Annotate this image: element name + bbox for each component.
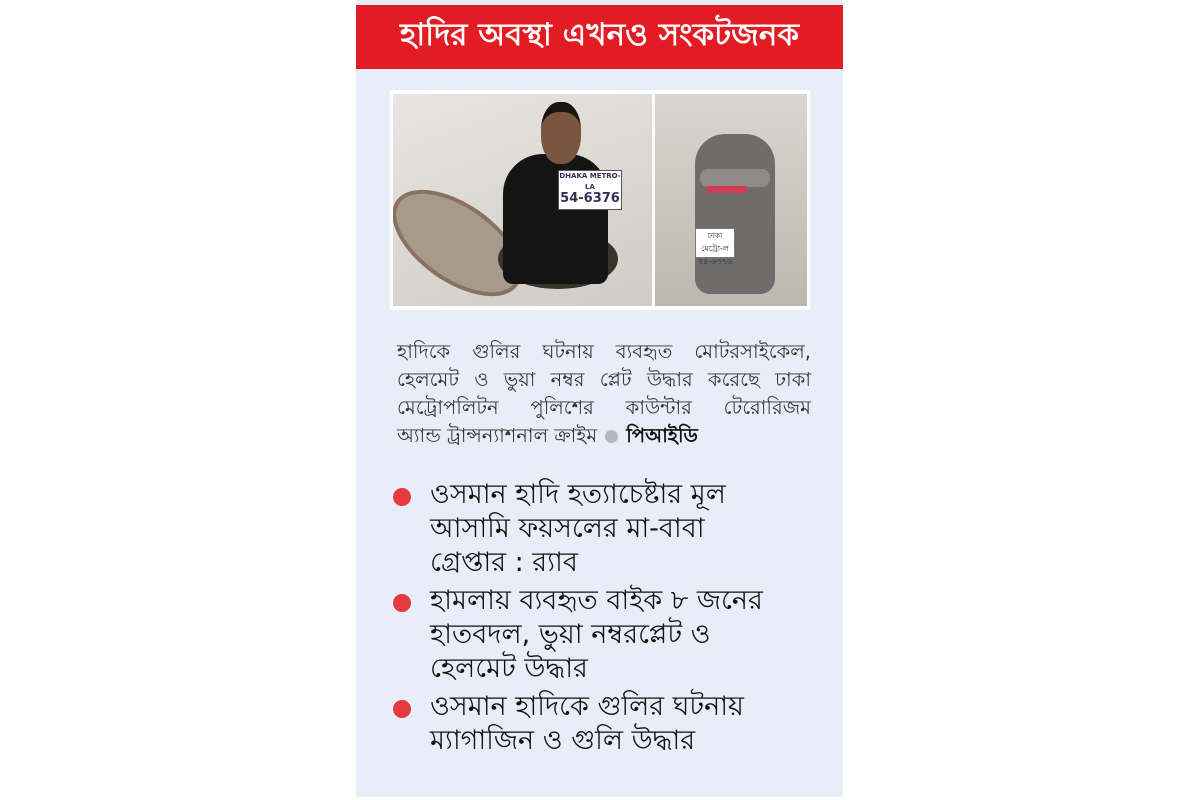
- bullet-line: ওসমান হাদি হত্যাচেষ্টার মূল: [430, 479, 726, 510]
- plate-line2: 54-6376: [560, 191, 620, 206]
- caption-line: হেলমেট ও ভুয়া নম্বর প্লেট উদ্ধার করেছে ঢাকা: [397, 368, 811, 391]
- motorcycle-seat: [700, 169, 770, 187]
- motorcycle-plate: [695, 228, 735, 266]
- bullet-item: [390, 690, 820, 758]
- bullet-item: [390, 584, 820, 686]
- headline-banner: [356, 5, 843, 69]
- bullet-line: হামলায় ব্যবহৃত বাইক ৮ জনের: [430, 585, 763, 616]
- photo-credit: পিআইডি: [626, 424, 698, 447]
- bullet-dot-icon: [393, 700, 411, 718]
- photo-caption: [397, 338, 811, 450]
- bullet-line: হেলমেট উদ্ধার: [430, 653, 588, 684]
- tail-light: [707, 186, 747, 193]
- caption-last-line: [397, 422, 811, 450]
- headline: হাদির অবস্থা এখনও সংকটজনক: [399, 17, 800, 53]
- bullet-list: [390, 478, 820, 762]
- plate-line1: DHAKA METRO-LA: [559, 172, 621, 191]
- bullet-dot-icon: [393, 488, 411, 506]
- bullet-line: হাতবদল, ভুয়া নম্বরপ্লেট ও: [430, 619, 711, 650]
- man-head: [541, 102, 581, 164]
- photo-suspect-manhole: [393, 94, 652, 306]
- bullet-item: [390, 478, 820, 580]
- caption-line: মেট্রোপলিটন পুলিশের কাউন্টার টেরোরিজম: [397, 396, 811, 419]
- photo-motorcycle: [655, 94, 807, 306]
- plate2-line1: ঢাকা মেট্রো-ল: [701, 231, 729, 253]
- photo-frame: [390, 90, 810, 310]
- caption-line: অ্যান্ড ট্রান্সন্যাশনাল ক্রাইম: [397, 424, 598, 447]
- number-plate: [558, 170, 622, 210]
- caption-line: হাদিকে গুলির ঘটনায় ব্যবহৃত মোটরসাইকেল,: [397, 340, 811, 363]
- bullet-line: ওসমান হাদিকে গুলির ঘটনায়: [430, 691, 744, 722]
- bullet-dot-icon: [393, 594, 411, 612]
- bullet-line: আসামি ফয়সলের মা-বাবা: [430, 513, 705, 544]
- motorcycle: [695, 134, 775, 294]
- bullet-line: গ্রেপ্তার : র‍্যাব: [430, 547, 578, 578]
- plate2-line2: ৫৪-৬৩৭৬: [697, 257, 733, 266]
- separator-dot-icon: [605, 430, 618, 443]
- bullet-line: ম্যাগাজিন ও গুলি উদ্ধার: [430, 725, 696, 756]
